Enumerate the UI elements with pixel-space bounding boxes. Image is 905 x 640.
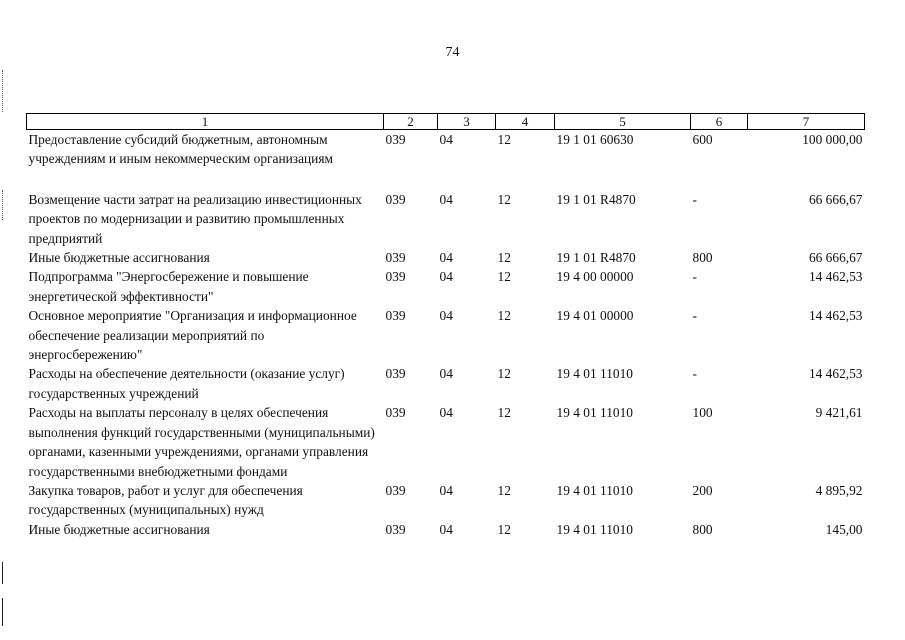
row-amount: 14 462,53 bbox=[808, 366, 863, 382]
row-vr: 200 bbox=[692, 482, 713, 498]
row-name: Расходы на обеспечение деятельности (оказание услуг) государственных учреждений bbox=[28, 366, 345, 401]
table-row bbox=[27, 306, 865, 364]
row-pr: 12 bbox=[497, 191, 511, 207]
row-name: Иные бюджетные ассигнования bbox=[28, 521, 210, 537]
row-name: Закупка товаров, работ и услуг для обеспечения государственных (муниципальных) нужд bbox=[28, 482, 303, 518]
column-header: 2 bbox=[384, 114, 438, 130]
row-pr: 12 bbox=[497, 269, 511, 285]
column-header: 4 bbox=[496, 114, 555, 130]
row-csr: 19 4 01 00000 bbox=[556, 308, 634, 324]
row-vr: - bbox=[692, 366, 697, 382]
row-ved: 039 bbox=[385, 269, 406, 285]
row-rz: 04 bbox=[439, 482, 453, 498]
row-ved: 039 bbox=[385, 191, 406, 207]
table-row bbox=[27, 403, 865, 481]
table-row bbox=[27, 267, 865, 306]
row-rz: 04 bbox=[439, 366, 453, 382]
row-name: Иные бюджетные ассигнования bbox=[28, 250, 210, 266]
left-margin-mark bbox=[2, 598, 3, 626]
row-rz: 04 bbox=[439, 132, 453, 147]
row-vr: - bbox=[692, 191, 697, 207]
left-margin-dots bbox=[2, 190, 4, 220]
row-ved: 039 bbox=[385, 366, 406, 382]
row-vr: - bbox=[692, 308, 697, 324]
row-csr: 19 4 01 11010 bbox=[556, 405, 633, 421]
table-row bbox=[27, 130, 865, 169]
row-amount: 14 462,53 bbox=[808, 269, 863, 285]
row-name: Возмещение части затрат на реализацию инвестиционных проектов по модернизации и развитию промышленных предприятий bbox=[28, 191, 362, 246]
row-pr: 12 bbox=[497, 250, 511, 266]
row-name: Подпрограмма "Энергосбережение и повышение энергетической эффективности" bbox=[28, 269, 309, 304]
row-csr: 19 1 01 60630 bbox=[556, 132, 634, 147]
row-vr: 600 bbox=[692, 132, 713, 147]
row-pr: 12 bbox=[497, 405, 511, 421]
row-csr: 19 4 01 11010 bbox=[556, 366, 633, 382]
row-ved: 039 bbox=[385, 405, 406, 421]
row-amount: 4 895,92 bbox=[815, 482, 863, 498]
row-amount: 14 462,53 bbox=[808, 308, 863, 324]
table-spacer bbox=[27, 169, 865, 190]
row-amount: 145,00 bbox=[825, 521, 863, 537]
row-vr: 800 bbox=[692, 250, 713, 266]
row-pr: 12 bbox=[497, 308, 511, 324]
left-margin-mark bbox=[2, 562, 3, 584]
table-row bbox=[27, 190, 865, 248]
row-pr: 12 bbox=[497, 366, 511, 382]
column-header: 7 bbox=[748, 114, 865, 130]
row-rz: 04 bbox=[439, 521, 453, 537]
row-pr: 12 bbox=[497, 482, 511, 498]
row-name: Предоставление субсидий бюджетным, автономным учреждениям и иным некоммерческим организациям bbox=[28, 132, 333, 167]
row-csr: 19 1 01 R4870 bbox=[556, 191, 636, 207]
row-rz: 04 bbox=[439, 308, 453, 324]
row-ved: 039 bbox=[385, 308, 406, 324]
row-vr: 800 bbox=[692, 521, 713, 537]
table-row bbox=[27, 364, 865, 403]
table-row bbox=[27, 248, 865, 267]
row-rz: 04 bbox=[439, 191, 453, 207]
row-vr: 100 bbox=[692, 405, 713, 421]
row-ved: 039 bbox=[385, 521, 406, 537]
column-header: 5 bbox=[555, 114, 691, 130]
column-header: 3 bbox=[438, 114, 496, 130]
row-ved: 039 bbox=[385, 482, 406, 498]
row-pr: 12 bbox=[497, 132, 511, 147]
row-rz: 04 bbox=[439, 250, 453, 266]
row-amount: 66 666,67 bbox=[808, 191, 863, 207]
page-number: 74 bbox=[445, 45, 460, 60]
column-header: 6 bbox=[691, 114, 748, 130]
row-csr: 19 4 01 11010 bbox=[556, 482, 633, 498]
table-header-row bbox=[27, 114, 865, 130]
row-amount: 66 666,67 bbox=[808, 250, 863, 266]
row-csr: 19 1 01 R4870 bbox=[556, 250, 636, 266]
row-amount: 9 421,61 bbox=[815, 405, 863, 421]
row-csr: 19 4 01 11010 bbox=[556, 521, 633, 537]
row-amount: 100 000,00 bbox=[802, 132, 863, 147]
left-margin-dots bbox=[2, 70, 4, 112]
row-ved: 039 bbox=[385, 250, 406, 266]
budget-table bbox=[26, 113, 865, 539]
row-csr: 19 4 00 00000 bbox=[556, 269, 634, 285]
row-name: Расходы на выплаты персоналу в целях обеспечения выполнения функций государственными (муниципальными) органами, казенными учреждениями, органами управления государственными внебюджетными фондами bbox=[28, 405, 375, 479]
row-name: Основное мероприятие "Организация и информационное обеспечение реализации мероприятий по энергосбережению" bbox=[28, 308, 357, 363]
row-rz: 04 bbox=[439, 405, 453, 421]
table-row bbox=[27, 520, 865, 539]
row-ved: 039 bbox=[385, 132, 406, 147]
row-pr: 12 bbox=[497, 521, 511, 537]
table-row bbox=[27, 481, 865, 520]
column-header: 1 bbox=[27, 114, 384, 130]
row-rz: 04 bbox=[439, 269, 453, 285]
row-vr: - bbox=[692, 269, 697, 285]
